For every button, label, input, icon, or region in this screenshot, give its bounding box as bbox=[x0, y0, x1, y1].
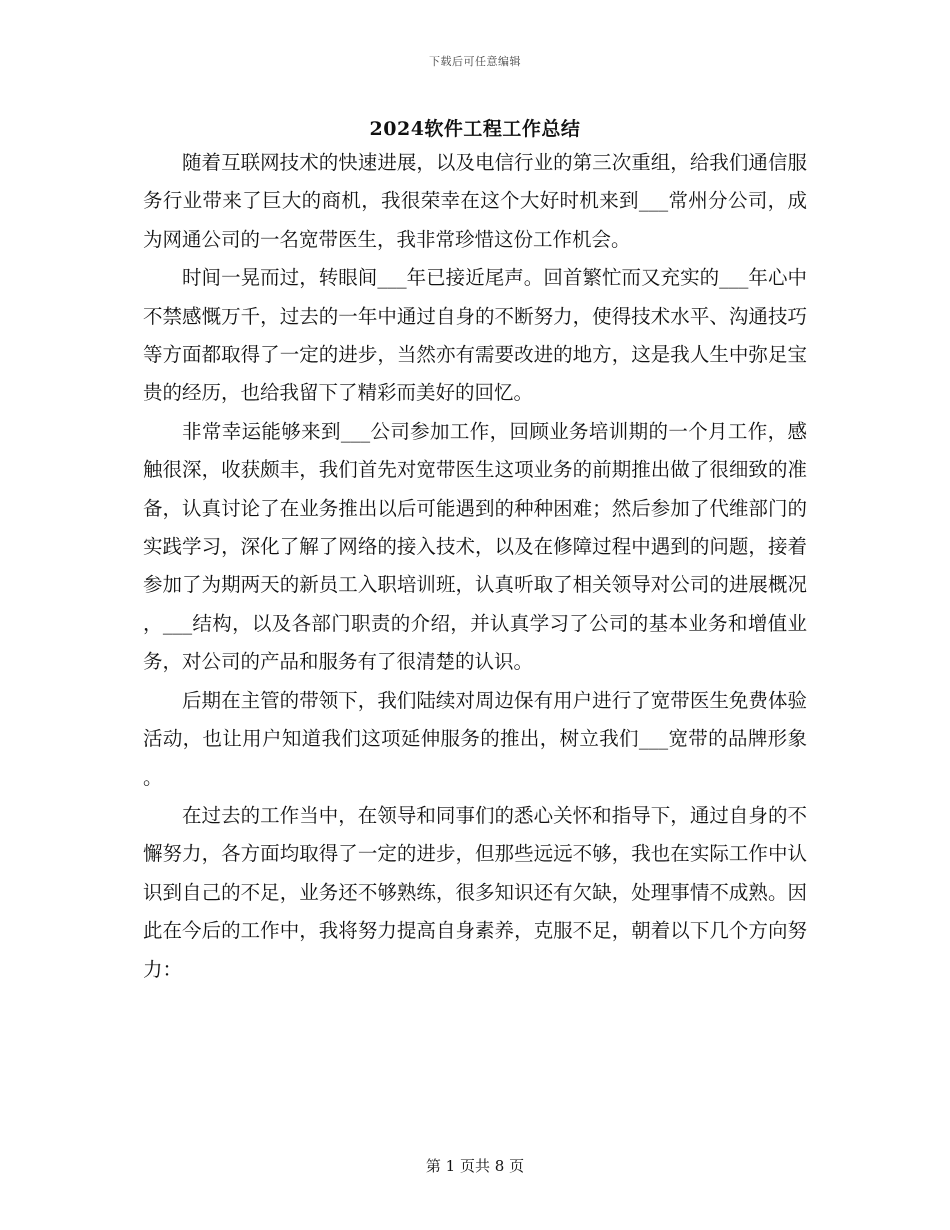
paragraph: 在过去的工作当中，在领导和同事们的悉心关怀和指导下，通过自身的不懈努力，各方面均取得了一定的进步，但那些远远不够，我也在实际工作中认识到自己的不足，业务还不够熟练，很多知识还有欠缺，处理事情不成熟。因此在今后的工作中，我将努力提高自身素养，克服不足，朝着以下几个方向努力： bbox=[143, 803, 807, 981]
header-note: 下载后可任意编辑 bbox=[429, 55, 521, 68]
document-title: 2024软件工程工作总结 bbox=[369, 118, 581, 140]
paragraph: 随着互联网技术的快速进展，以及电信行业的第三次重组，给我们通信服务行业带来了巨大的商机，我很荣幸在这个大好时机来到___常州分公司，成为网通公司的一名宽带医生，我非常珍惜这份工作机会。 bbox=[143, 151, 807, 251]
document-body bbox=[143, 144, 807, 989]
paragraph: 非常幸运能够来到___公司参加工作，回顾业务培训期的一个月工作，感触很深，收获颇丰，我们首先对宽带医生这项业务的前期推出做了很细致的准备，认真讨论了在业务推出以后可能遇到的种种困难；然后参加了代维部门的实践学习，深化了解了网络的接入技术，以及在修障过程中遇到的问题，接着参加了为期两天的新员工入职培训班，认真听取了相关领导对公司的进展概况，___结构，以及各部门职责的介绍，并认真学习了公司的基本业务和增值业务，对公司的产品和服务有了很清楚的认识。 bbox=[143, 419, 807, 674]
paragraph: 时间一晃而过，转眼间___年已接近尾声。回首繁忙而又充实的___年心中不禁感慨万千，过去的一年中通过自身的不断努力，使得技术水平、沟通技巧等方面都取得了一定的进步，当然亦有需要改进的地方，这是我人生中弥足宝贵的经历，也给我留下了精彩而美好的回忆。 bbox=[143, 266, 807, 405]
page-footer: 第 1 页共 8 页 bbox=[425, 1157, 525, 1175]
paragraph: 后期在主管的带领下，我们陆续对周边保有用户进行了宽带医生免费体验活动，也让用户知道我们这项延伸服务的推出，树立我们___宽带的品牌形象。 bbox=[143, 688, 807, 789]
